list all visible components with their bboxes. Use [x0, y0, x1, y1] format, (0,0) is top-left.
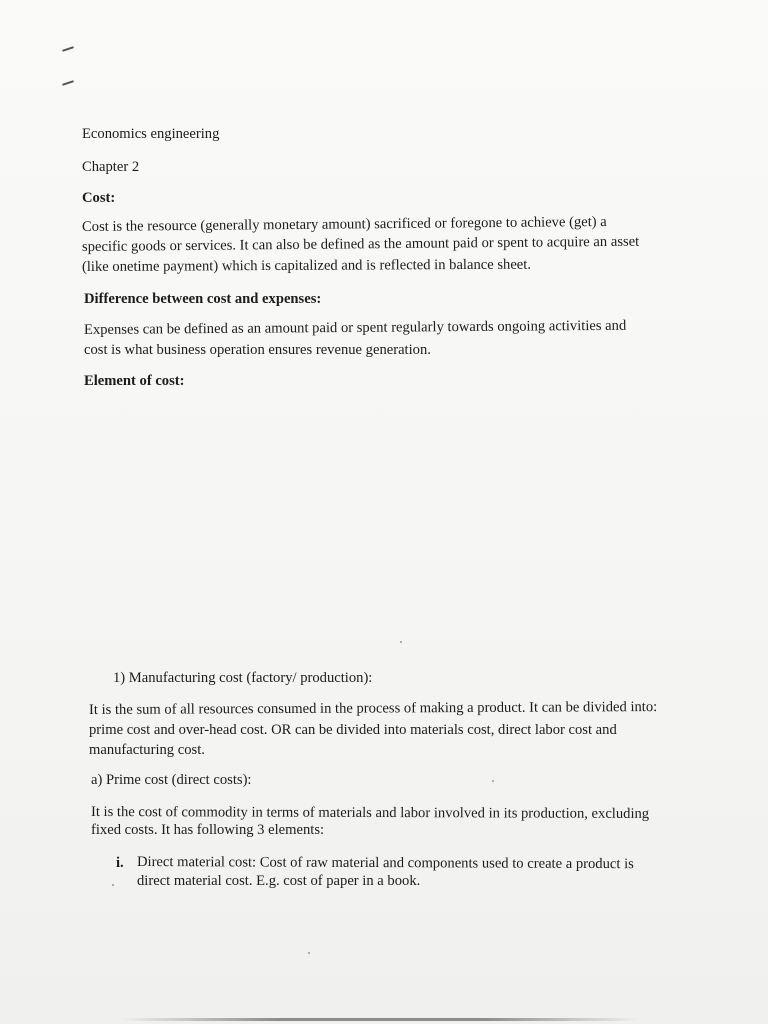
prime-paragraph-line: fixed costs. It has following 3 elements: — [91, 822, 325, 838]
chapter-label: Chapter 2 — [82, 159, 140, 175]
cost-paragraph-line: (like onetime payment) which is capitalized and is reflected in balance sheet. — [81, 256, 532, 275]
prime-cost-heading: a) Prime cost (direct costs): — [91, 772, 252, 788]
difference-paragraph-line: Expenses can be defined as an amount paid or spent regularly towards ongoing activities and — [83, 317, 627, 338]
manufacturing-paragraph-line: It is the sum of all resources consumed in the process of making a product. It can be divided into: — [88, 699, 658, 718]
manufacturing-paragraph-line: manufacturing cost. — [89, 742, 205, 758]
difference-paragraph-line: cost is what business operation ensures revenue generation. — [84, 342, 431, 358]
pen-mark — [62, 46, 74, 52]
prime-paragraph-line: It is the cost of commodity in terms of materials and labor involved in its production, excluding — [90, 804, 650, 822]
list-marker: i. — [116, 855, 124, 871]
difference-heading: Difference between cost and expenses: — [84, 291, 322, 307]
element-of-cost-heading: Element of cost: — [84, 373, 185, 389]
list-item-line: Direct material cost: Cost of raw material and components used to create a product is — [136, 854, 634, 873]
document-title: Economics engineering — [82, 126, 220, 142]
paper-speck — [400, 641, 402, 643]
manufacturing-paragraph-line: prime cost and over-head cost. OR can be divided into materials cost, direct labor cost and — [89, 722, 617, 738]
paper-speck — [308, 952, 310, 954]
page-bottom-edge — [120, 1018, 640, 1021]
pen-mark — [62, 80, 74, 86]
paper-speck — [112, 884, 114, 886]
list-item-line: direct material cost. E.g. cost of paper in a book. — [137, 873, 421, 889]
paper-speck — [492, 780, 494, 782]
cost-heading: Cost: — [82, 190, 116, 206]
cost-paragraph-line: specific goods or services. It can also be defined as the amount paid or spent to acquire an asset — [81, 233, 640, 255]
manufacturing-heading: 1) Manufacturing cost (factory/ production): — [113, 670, 373, 686]
cost-paragraph-line: Cost is the resource (generally monetary amount) sacrificed or foregone to achieve (get) a — [81, 213, 607, 235]
